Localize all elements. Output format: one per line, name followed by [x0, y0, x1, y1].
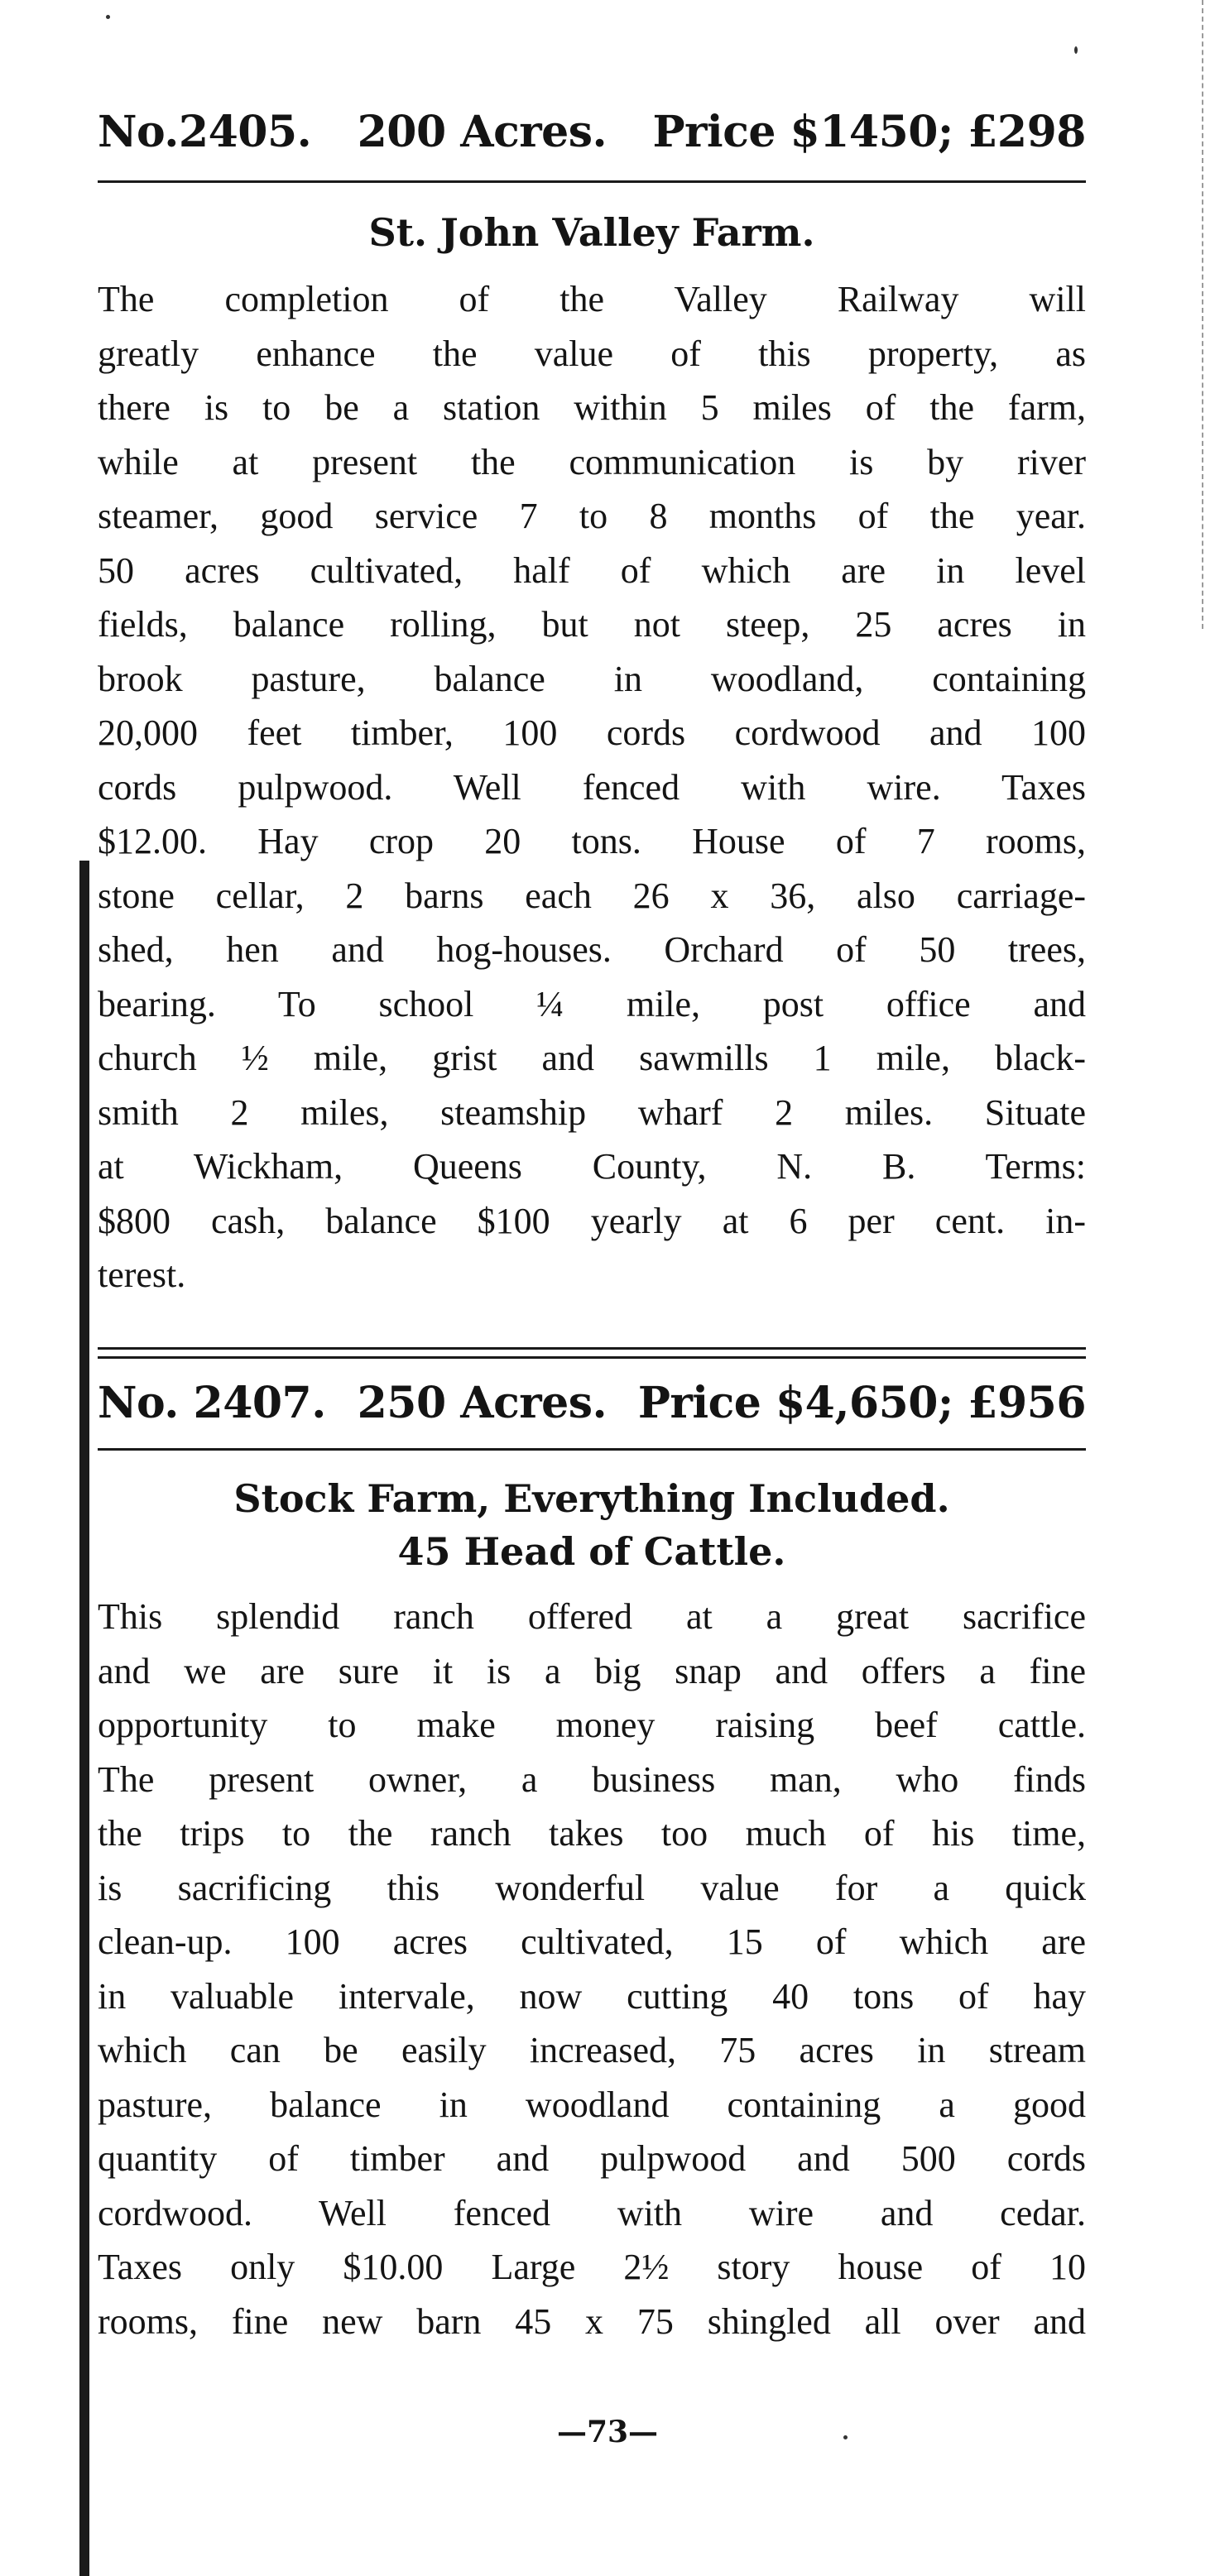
listing-subtitle: 45 Head of Cattle.	[397, 1529, 786, 1574]
listing-description	[98, 1590, 1086, 2348]
description-line: The present owner, a business man, who finds	[98, 1758, 1086, 1800]
listing-price: Price $1450; £298	[652, 107, 1086, 157]
description-line: there is to be a station within 5 miles of the farm,	[98, 387, 1086, 428]
description-line: Taxes only $10.00 Large 2½ story house of 10	[98, 2247, 1086, 2287]
listing-number: No. 2407.	[98, 1378, 326, 1428]
description-line: cords pulpwood. Well fenced with wire. Taxes	[98, 766, 1086, 808]
listing-2405	[98, 106, 1086, 1302]
description-line: terest.	[98, 1254, 186, 1295]
description-line: This splendid ranch offered at a great sacrifice	[98, 1596, 1086, 1637]
description-line: $12.00. Hay crop 20 tons. House of 7 rooms,	[98, 821, 1086, 861]
description-line: 20,000 feet timber, 100 cords cordwood and 100	[98, 712, 1086, 753]
description-line: smith 2 miles, steamship wharf 2 miles. Situate	[98, 1091, 1086, 1133]
description-line: at Wickham, Queens County, N. B. Terms:	[98, 1146, 1086, 1187]
description-line: clean-up. 100 acres cultivated, 15 of which are	[98, 1921, 1086, 1962]
description-line: fields, balance rolling, but not steep, 25 acres in	[98, 604, 1086, 645]
description-line: rooms, fine new barn 45 x 75 shingled all over and	[98, 2300, 1086, 2342]
description-line: 50 acres cultivated, half of which are in level	[98, 549, 1086, 591]
description-line: shed, hen and hog-houses. Orchard of 50 trees,	[98, 929, 1086, 970]
description-line: stone cellar, 2 barns each 26 x 36, also carriage-	[98, 875, 1086, 916]
listing-acres: 200 Acres.	[357, 107, 608, 157]
listing-price: Price $4,650; £956	[637, 1378, 1086, 1428]
section-double-rule-top	[98, 1347, 1086, 1350]
listing-acres: 250 Acres.	[357, 1378, 608, 1428]
description-line: greatly enhance the value of this property, as	[98, 333, 1086, 374]
listing-description	[98, 272, 1086, 1302]
print-speck	[1074, 46, 1078, 54]
description-line: $800 cash, balance $100 yearly at 6 per cent. in-	[98, 1200, 1086, 1241]
description-line: bearing. To school ¼ mile, post office and	[98, 983, 1086, 1024]
description-line: The completion of the Valley Railway will	[98, 279, 1086, 319]
description-line: quantity of timber and pulpwood and 500 cords	[98, 2138, 1086, 2179]
header-rule	[98, 180, 1086, 183]
description-line: pasture, balance in woodland containing a good	[98, 2084, 1086, 2125]
description-line: while at present the communication is by river	[98, 441, 1086, 482]
print-speck	[106, 15, 110, 19]
description-line: is sacrificing this wonderful value for a quick	[98, 1867, 1086, 1908]
listing-header	[98, 106, 1086, 159]
description-line: which can be easily increased, 75 acres in stream	[98, 2030, 1086, 2070]
listing-number: No.2405.	[98, 107, 312, 157]
header-rule	[98, 1448, 1086, 1451]
listing-title: Stock Farm, Everything Included.	[233, 1476, 950, 1521]
description-line: brook pasture, balance in woodland, containing	[98, 658, 1086, 699]
description-line: and we are sure it is a big snap and offers a fine	[98, 1650, 1086, 1691]
description-line: opportunity to make money raising beef cattle.	[98, 1705, 1086, 1745]
page-edge-mark	[1202, 0, 1206, 629]
listing-title: St. John Valley Farm.	[368, 210, 815, 255]
section-double-rule-bottom	[98, 1356, 1086, 1359]
description-line: steamer, good service 7 to 8 months of the year.	[98, 496, 1086, 536]
page-margin-rule	[79, 861, 89, 2576]
description-line: cordwood. Well fenced with wire and cedar.	[98, 2192, 1086, 2233]
description-line: in valuable intervale, now cutting 40 tons of hay	[98, 1975, 1086, 2017]
page-number: —73—	[556, 2415, 659, 2449]
listing-header	[98, 1377, 1086, 1430]
description-line: the trips to the ranch takes too much of his time,	[98, 1813, 1086, 1854]
listing-2407	[98, 1347, 1086, 2348]
description-line: church ½ mile, grist and sawmills 1 mile, black-	[98, 1038, 1086, 1078]
